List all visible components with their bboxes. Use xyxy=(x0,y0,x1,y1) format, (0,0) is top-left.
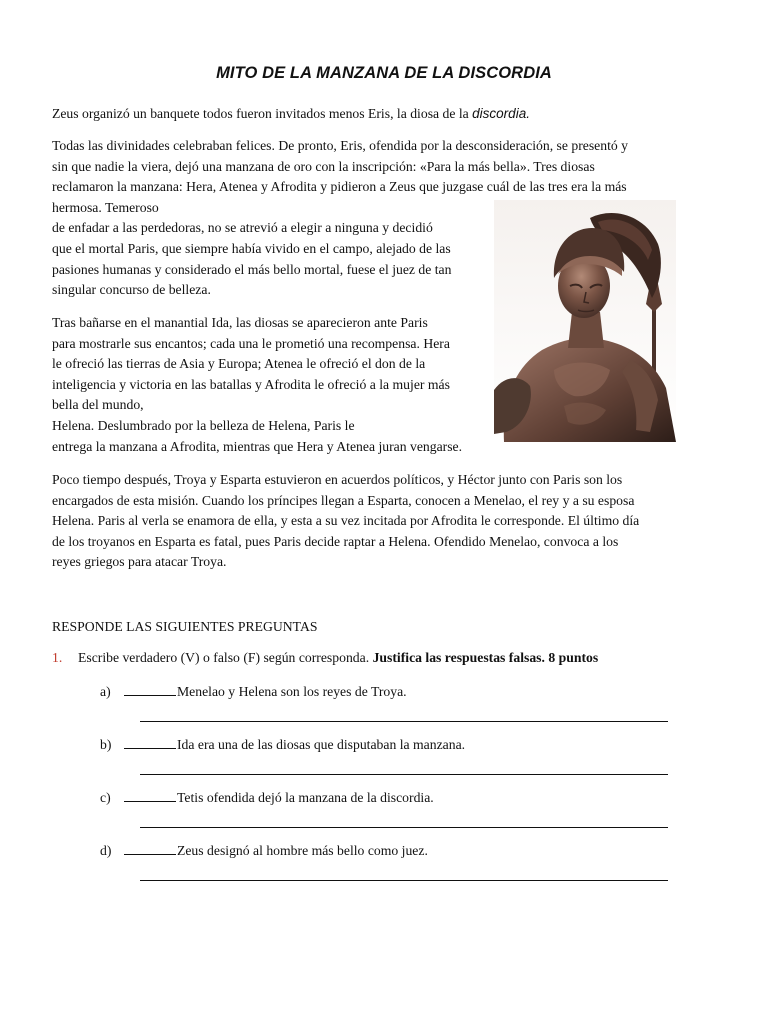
paragraph-line: para mostrarle sus encantos; cada una le prometió una recompensa. Hera xyxy=(52,335,450,351)
justification-line[interactable] xyxy=(140,880,668,881)
paragraph-line: Todas las divinidades celebraban felices. De pronto, Eris, ofendida por la desconsideración, se presentó y xyxy=(52,138,629,153)
option-letter: a) xyxy=(100,684,111,699)
intro-emphasis: discordia. xyxy=(472,106,530,121)
answer-blank[interactable] xyxy=(124,683,176,696)
answer-blank[interactable] xyxy=(124,789,176,802)
intro-paragraph xyxy=(52,104,692,125)
paragraph-line: de los troyanos en Esparta es fatal, pues Paris decide raptar a Helena. Ofendido Menelao, convoca a los xyxy=(52,533,619,549)
paragraph-line: Helena. Deslumbrado por la belleza de Helena, Paris le xyxy=(52,417,355,433)
question-number: 1. xyxy=(52,650,63,665)
paragraph-line: sin que nadie la viera, dejó una manzana de oro con la inscripción: «Para la más bella». Tres diosas xyxy=(52,158,595,174)
paragraph-line: bella del mundo, xyxy=(52,397,144,413)
paragraph-line: de enfadar a las perdedoras, no se atrevió a elegir a ninguna y decidió xyxy=(52,220,433,236)
questions-heading: RESPONDE LAS SIGUIENTES PREGUNTAS xyxy=(52,619,318,634)
paragraph-line: Tras bañarse en el manantial Ida, las diosas se aparecieron ante Paris xyxy=(52,315,428,330)
option-text: Zeus designó al hombre más bello como juez. xyxy=(177,843,428,858)
option-text: Menelao y Helena son los reyes de Troya. xyxy=(177,684,407,699)
justification-line[interactable] xyxy=(140,774,668,775)
answer-blank[interactable] xyxy=(124,842,176,855)
option-letter: d) xyxy=(100,843,112,858)
paragraph-line: entrega la manzana a Afrodita, mientras que Hera y Atenea juran vengarse. xyxy=(52,438,463,454)
paragraph-line: le ofreció las tierras de Asia y Europa; Atenea le ofreció el don de la xyxy=(52,356,426,372)
paragraph-line: inteligencia y victoria en las batallas y Afrodita le ofreció a la mujer más xyxy=(52,376,450,392)
paragraph-line: encargados de esta misión. Cuando los príncipes llegan a Esparta, conocen a Menelao, el rey y a su esposa xyxy=(52,492,635,508)
option-c xyxy=(100,789,434,806)
justification-line[interactable] xyxy=(140,721,668,722)
answer-blank[interactable] xyxy=(124,736,176,749)
paragraph-line: hermosa. Temeroso xyxy=(52,199,159,215)
question-instruction: Justifica las respuestas falsas. 8 puntos xyxy=(372,650,599,665)
option-text: Ida era una de las diosas que disputaban la manzana. xyxy=(177,737,466,752)
option-letter: c) xyxy=(100,790,111,805)
intro-text: Zeus organizó un banquete todos fueron invitados menos Eris, la diosa de la xyxy=(52,106,473,121)
option-d xyxy=(100,842,428,859)
paragraph-line: Helena. Paris al verla se enamora de ella, y esta a su vez incitada por Afrodita le corresponde. El último día xyxy=(52,513,640,529)
document-title: MITO DE LA MANZANA DE LA DISCORDIA xyxy=(216,64,552,82)
statue-image xyxy=(494,200,676,442)
option-b xyxy=(100,736,465,753)
paragraph-line: reclamaron la manzana: Hera, Atenea y Afrodita y pidieron a Zeus que juzgase cuál de las tres era la más xyxy=(52,179,627,195)
paragraph-line: Poco tiempo después, Troya y Esparta estuvieron en acuerdos políticos, y Héctor junto con Paris son los xyxy=(52,472,623,487)
paragraph-line: pasiones humanas y considerado el más bello mortal, fuese el juez de tan xyxy=(52,261,452,277)
justification-line[interactable] xyxy=(140,827,668,828)
question-1 xyxy=(52,650,598,666)
option-text: Tetis ofendida dejó la manzana de la discordia. xyxy=(177,790,434,805)
question-text: Escribe verdadero (V) o falso (F) según corresponda. xyxy=(78,650,373,665)
paragraph-line: singular concurso de belleza. xyxy=(52,282,211,298)
paragraph-line: reyes griegos para atacar Troya. xyxy=(52,554,227,570)
paragraph-4 xyxy=(52,470,712,573)
option-a xyxy=(100,683,407,700)
paragraph-line: que el mortal Paris, que siempre había vivido en el campo, alejado de las xyxy=(52,240,451,256)
option-letter: b) xyxy=(100,737,112,752)
